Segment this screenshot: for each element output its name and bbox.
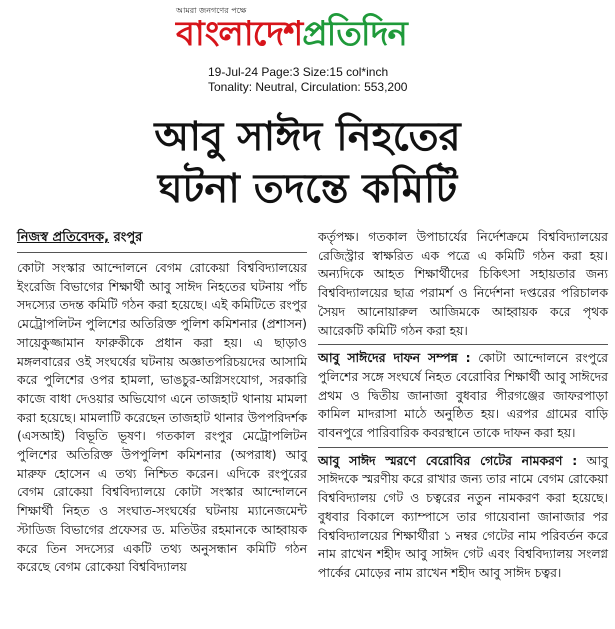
masthead (0, 0, 615, 60)
article-column-left (17, 228, 307, 577)
article-paragraph: কোটা সংস্কার আন্দোলনে বেগম রোকেয়া বিশ্ববিদ্যালয়ের ইংরেজি বিভাগের শিক্ষার্থী আবু সাঈদ নিহতের ঘটনায় পাঁচ সদস্যের তদন্ত কমিটি গঠন করা হয়েছে। এই কমিটিতে রংপুর মেট্রোপলিটন পুলিশের অতিরিক্ত পুলিশ কমিশনার (প্রশাসন) সায়েকুজ্জামান ফারুকীকে প্রধান করা হয়। এ ছাড়াও মঙ্গলবারের ওই সংঘর্ষের ঘটনায় অজ্ঞাতপরিচয়দের আসামি করে পুলিশের ওপর হামলা, ভাঙচুর-অগ্নিসংযোগ, সরকারি কাজে বাধা দেওয়ার অভিযোগ এনে তাজহাট থানায় মামলা করা হয়েছে। মামলাটি করেছেন তাজহাট থানার উপপরিদর্শক (এসআই) বিভূতি ভূষণ। গতকাল রংপুর মেট্রোপলিটন পুলিশের অতিরিক্ত উপপুলিশ কমিশনার (অপরাধ) আবু মারুফ হোসেন এ তথ্য নিশ্চিত করেন। এদিকে রংপুরের বেগম রোকেয়া বিশ্ববিদ্যালয়ে কোটা সংস্কার আন্দোলনে শিক্ষার্থী নিহত ও সংঘাত-সংঘর্ষের ঘটনায় ম্যানেজমেন্ট স্টাডিজ বিভাগের প্রফেসর ড. মতিউর রহমানকে আহ্বায়ক করে তিন সদস্যের একটি তথ্য অনুসন্ধান কমিটি গঠন করেছে বেগম রোকেয়া বিশ্ববিদ্যালয় (17, 260, 307, 575)
byline-reporter: নিজস্ব প্রতিবেদক, (17, 230, 110, 245)
byline (17, 228, 307, 253)
clipping-meta-tonality: Tonality: Neutral, Circulation: 553,200 (208, 80, 408, 94)
article-subsection-burial (318, 349, 608, 443)
subheading-gate-naming: আবু সাঈদ স্মরণে বেরোবির গেটের নামকরণ : (318, 452, 578, 468)
masthead-tagline: আমরা জনগণের পক্ষে (176, 6, 247, 15)
headline-line-1: আবু সাঈদ নিহতের (154, 114, 461, 160)
subsection-text: আবু সাঈদকে স্মরণীয় করে রাখার জন্য তার নামে বেগম রোকেয়া বিশ্ববিদ্যালয় গেট ও চত্বরের নতুন নামকরণ করা হয়েছে। বুধবার বিকালে ক্যাম্পাসে তার গায়েবানা জানাজার পর বিশ্ববিদ্যালয়ের শিক্ষার্থীরা ১ নম্বর গেটের নাম পরিবর্তন করে নাম রাখেন শহীদ আবু সাঈদ গেট এবং বিশ্ববিদ্যালয় সংলগ্ন পার্কের মোড়ের নাম রাখেন শহীদ আবু সাঈদ চত্বর। (318, 452, 608, 580)
article-paragraph: কর্তৃপক্ষ। গতকাল উপাচার্যের নির্দেশক্রমে বিশ্ববিদ্যালয়ের রেজিস্ট্রার স্বাক্ষরিত এক পত্রে এ কমিটি গঠন করা হয়। অন্যদিকে আহত শিক্ষার্থীদের চিকিৎসা সহায়তার জন্য বিশ্ববিদ্যালয়ের ছাত্র পরামর্শ ও নির্দেশনা দপ্তরের পরিচালক সৈয়দ আনোয়ারুল আজিমকে আহ্বায়ক করে পৃথক আরেকটি কমিটি গঠন করা হয়। (318, 229, 608, 338)
clipping-meta-date-page: 19-Jul-24 Page:3 Size:15 col*inch (208, 65, 389, 79)
section-divider (318, 344, 608, 345)
subsection-text: কোটা আন্দোলনে রংপুরে পুলিশের সঙ্গে সংঘর্ষে নিহত বেরোবির শিক্ষার্থী আবু সাঈদের প্রথম ও দ্বিতীয় জানাজা বুধবার পীরগঞ্জের জাফরপাড়া কামিল মাদরাসা মাঠে অনুষ্ঠিত হয়। এরপর গ্রামের বাড়ি বাবনপুরে পারিবারিক কবরস্থানে তাকে দাফন করা হয়। (318, 350, 608, 441)
byline-place: রংপুর (109, 230, 143, 245)
article-column-right (318, 228, 608, 583)
article-subsection-gate-naming (318, 452, 608, 583)
newspaper-logo (176, 14, 407, 54)
headline-line-2: ঘটনা তদন্তে কমিটি (157, 166, 458, 212)
subheading-burial: আবু সাঈদের দাফন সম্পন্ন : (318, 350, 471, 366)
section-divider (318, 447, 608, 448)
logo-text-red: বাংলাদেশ (176, 14, 303, 54)
logo-text-green: প্রতিদিন (302, 14, 407, 54)
